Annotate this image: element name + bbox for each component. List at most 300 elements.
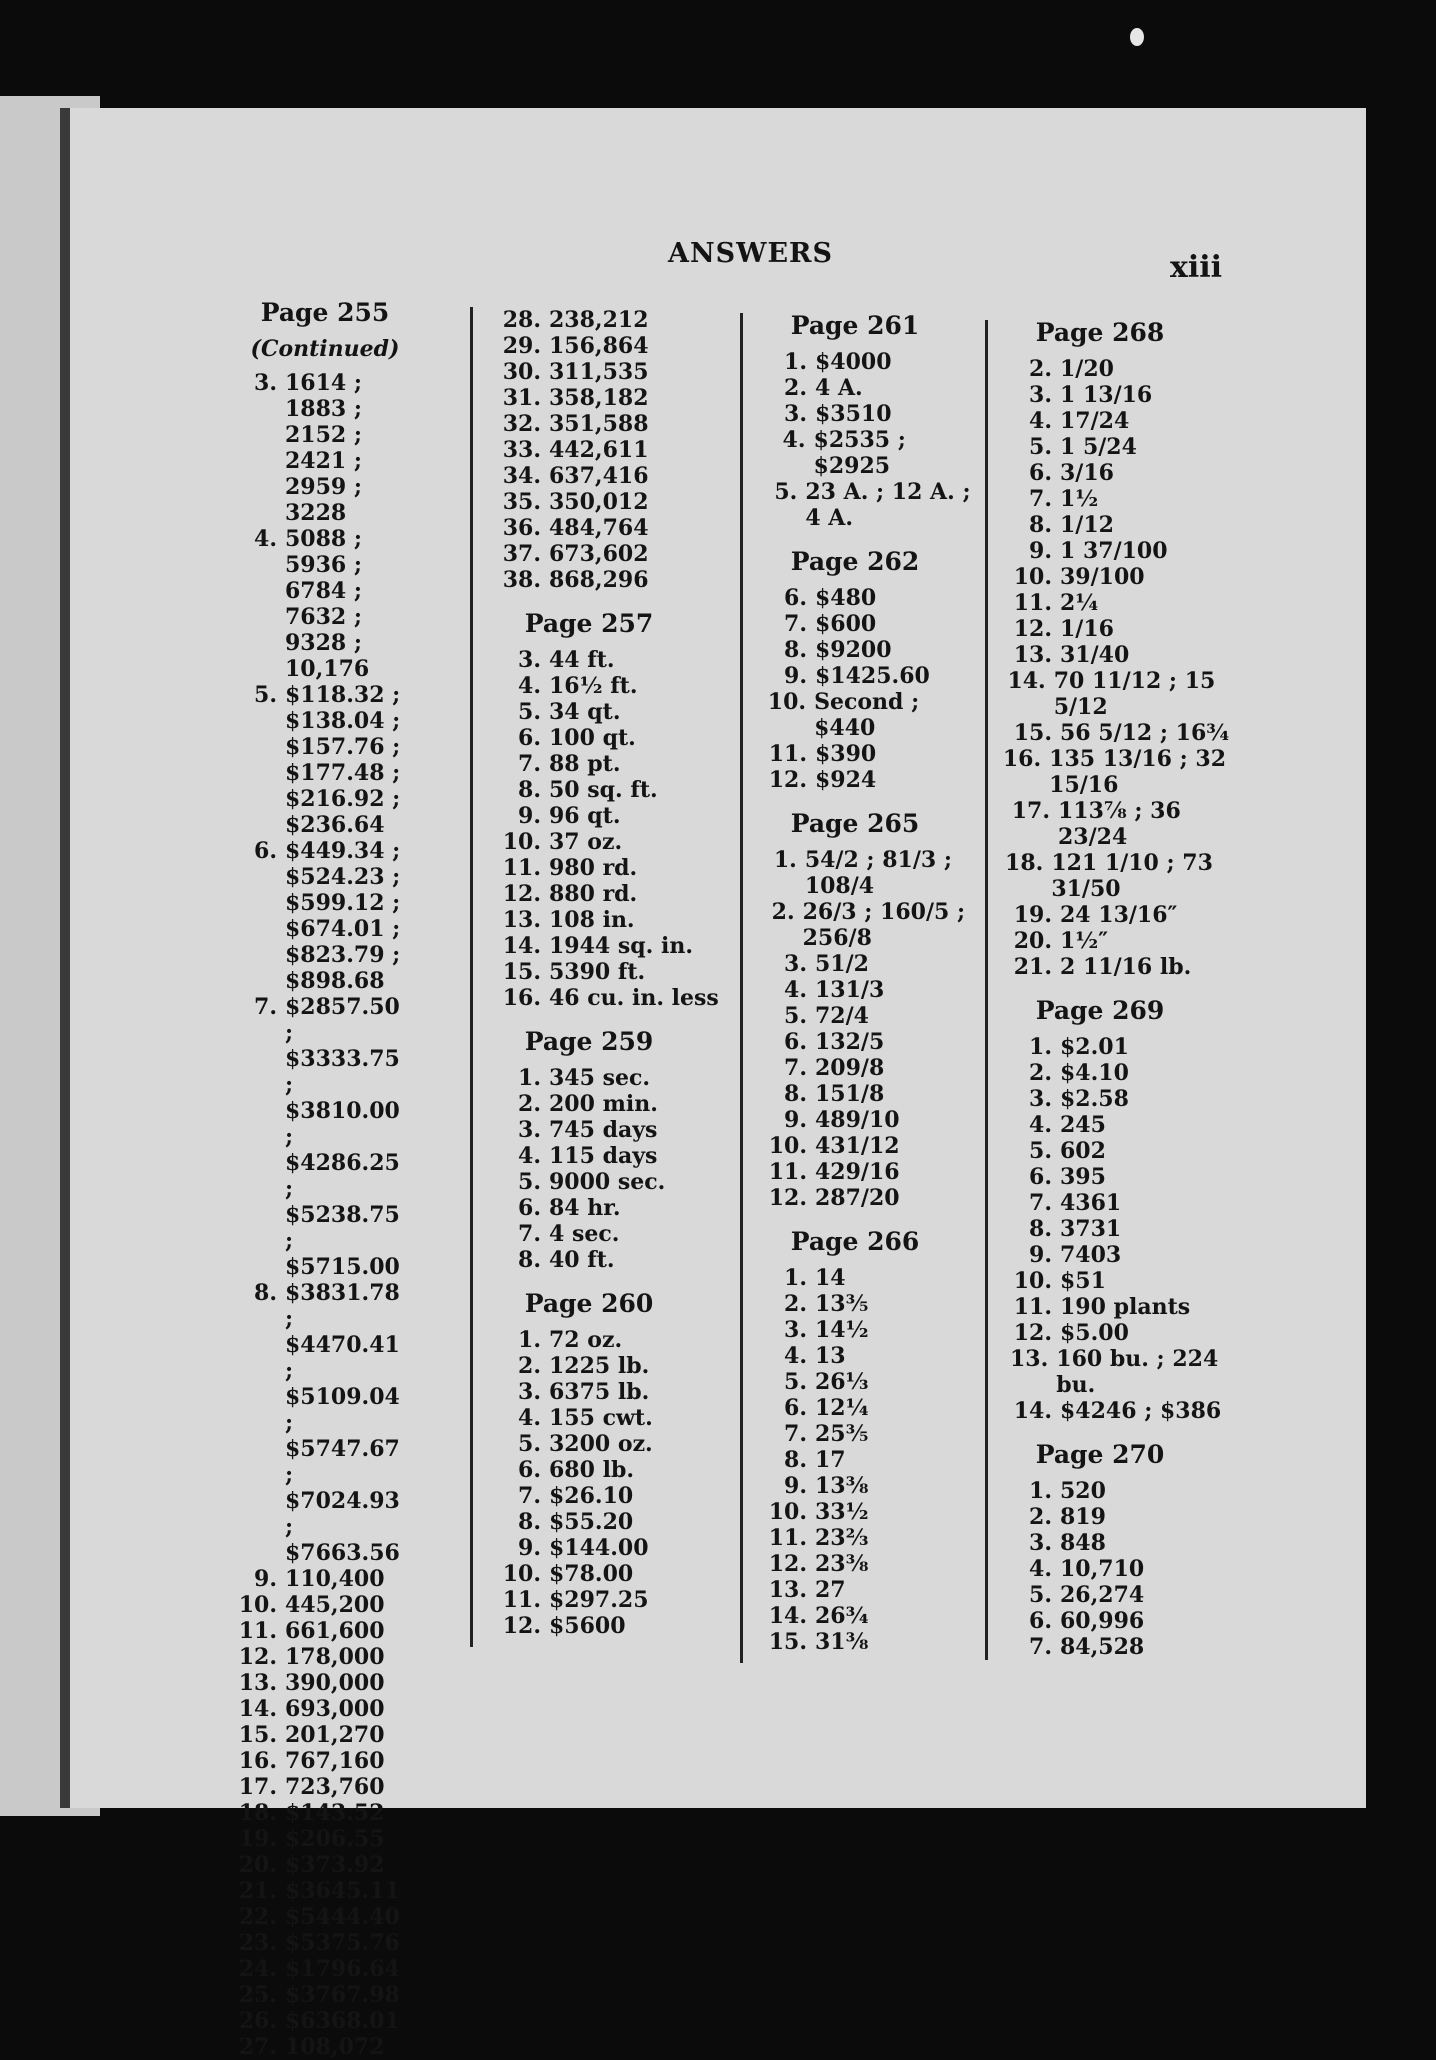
answer-value: 1 5/24 [1060,434,1137,460]
answer-item [489,1587,729,1613]
answer-item [489,1379,729,1405]
answer-item [225,370,475,526]
answer-value: $5375.76 [285,1930,400,1956]
answer-number: 2. [518,1353,541,1379]
answer-value: $2.01 [1060,1034,1129,1060]
answer-item [489,673,729,699]
answer-value: Second ; $440 [814,689,920,741]
answer-value: 17/24 [1060,408,1130,434]
section-heading: Page 265 [790,809,920,838]
answer-item [1000,720,1250,746]
answer-value: 311,535 [549,359,649,385]
answer-number: 28. [502,307,541,333]
answer-value: 56 5/12 ; 16¾ [1060,720,1230,746]
answer-item [489,307,729,333]
answer-value: $118.32 ; $138.04 ; $157.76 ; $177.48 ; $216.92 ; $236.64 [285,682,401,838]
answer-item [755,1029,985,1055]
answer-number: 9. [784,1473,807,1499]
answer-value: $390 [815,741,877,767]
answer-number: 13. [502,907,541,933]
answer-item [489,1561,729,1587]
answer-value: 7403 [1060,1242,1122,1268]
answer-item [1000,668,1250,720]
answer-item [225,994,475,1280]
answer-number: 33. [502,437,541,463]
answer-value: $480 [815,585,877,611]
answer-value: 673,602 [549,541,649,567]
answer-number: 13. [238,1670,277,1696]
answer-item [225,526,475,682]
answer-number: 5. [1029,434,1052,460]
answer-number: 5. [518,699,541,725]
answer-item [489,829,729,855]
answer-item [489,777,729,803]
answer-value: 31/40 [1060,642,1130,668]
answer-value: $4.10 [1060,1060,1129,1086]
answer-number: 27. [238,2034,277,2060]
answer-item [489,803,729,829]
answer-value: 345 sec. [549,1065,651,1091]
answer-number: 21. [1013,954,1052,980]
answer-item [755,1317,985,1343]
answer-value: 693,000 [285,1696,385,1722]
answer-number: 16. [502,985,541,1011]
answer-item [489,881,729,907]
answer-item [755,1551,985,1577]
answer-item [225,1618,475,1644]
answer-item [755,1577,985,1603]
answer-item [1000,460,1250,486]
answer-value: 12¼ [815,1395,869,1421]
answer-item [1000,1138,1250,1164]
answer-value: $4000 [815,349,892,375]
answer-value: 27 [815,1577,846,1603]
answer-number: 14. [1013,1398,1052,1424]
answer-number: 7. [1029,1634,1052,1660]
section-heading: Page 260 [524,1289,654,1318]
answer-value: 209/8 [815,1055,885,1081]
answer-number: 8. [784,1447,807,1473]
answer-value: 2¼ [1060,590,1099,616]
answer-value: 96 qt. [549,803,621,829]
answer-value: $2.58 [1060,1086,1129,1112]
answer-number: 12. [768,767,807,793]
answer-item [489,1091,729,1117]
answer-value: 3/16 [1060,460,1114,486]
answer-item [755,899,985,951]
answer-value: $78.00 [549,1561,634,1587]
answer-item [225,1852,475,1878]
answer-number: 12. [1013,616,1052,642]
answer-value: 34 qt. [549,699,621,725]
answer-item [1000,1582,1250,1608]
answer-item [1000,1504,1250,1530]
answer-value: 84,528 [1060,1634,1145,1660]
answer-value: 24 13/16″ [1060,902,1178,928]
answer-value: 395 [1060,1164,1106,1190]
answer-number: 1. [1029,1478,1052,1504]
answer-number: 2. [1029,1504,1052,1530]
answer-value: $55.20 [549,1509,634,1535]
answer-item [225,1644,475,1670]
answer-item [1000,1320,1250,1346]
answer-item [755,427,985,479]
answer-number: 5. [784,1003,807,1029]
answer-item [489,411,729,437]
answer-value: $3510 [815,401,892,427]
answer-item [755,1421,985,1447]
answer-item [755,637,985,663]
answer-number: 13. [1013,642,1052,668]
answer-number: 13. [768,1577,807,1603]
answer-number: 21. [238,1878,277,1904]
answer-value: $449.34 ; $524.23 ; $599.12 ; $674.01 ; $823.79 ; $898.68 [285,838,401,994]
answer-item [489,1405,729,1431]
answer-value: 1944 sq. in. [549,933,693,959]
answer-number: 3. [784,951,807,977]
answer-value: 4 sec. [549,1221,620,1247]
answer-number: 16. [1002,746,1042,772]
answer-value: 70 11/12 ; 15 5/12 [1053,668,1216,720]
answer-number: 7. [254,994,277,1020]
answer-value: 3200 oz. [549,1431,653,1457]
answer-value: 50 sq. ft. [549,777,658,803]
answer-value: 13 [815,1343,846,1369]
answer-number: 4. [1029,1556,1052,1582]
answer-number: 8. [518,1509,541,1535]
answer-value: 135 13/16 ; 32 15/16 [1049,746,1227,798]
answer-item [1000,1346,1250,1398]
answer-item [489,541,729,567]
answer-value: 14 [815,1265,846,1291]
answer-number: 6. [518,1457,541,1483]
answer-number: 7. [784,1055,807,1081]
answer-value: 200 min. [549,1091,658,1117]
answer-value: 31⅜ [815,1629,869,1655]
answer-number: 4. [518,673,541,699]
answer-column-3 [740,313,985,1663]
answer-number: 18. [238,1800,277,1826]
answer-number: 1. [518,1065,541,1091]
answer-item [489,515,729,541]
answer-item [225,1878,475,1904]
answer-value: $144.00 [549,1535,649,1561]
answer-number: 6. [518,1195,541,1221]
answer-item [1000,616,1250,642]
answer-value: 60,996 [1060,1608,1145,1634]
answer-item [1000,1164,1250,1190]
answer-number: 7. [518,1483,541,1509]
answer-value: 110,400 [285,1566,385,1592]
answer-number: 11. [768,741,807,767]
answer-item [225,1696,475,1722]
answer-value: $3767.98 [285,1982,400,2008]
answer-value: $3645.11 [285,1878,400,1904]
answer-value: $2535 ; $2925 [813,427,906,479]
answer-value: 156,864 [549,333,649,359]
answer-item [755,1603,985,1629]
answer-number: 8. [518,777,541,803]
answer-item [1000,1086,1250,1112]
answer-item [755,1265,985,1291]
answer-item [755,663,985,689]
answer-item [489,359,729,385]
answer-number: 3. [518,1379,541,1405]
answer-item [489,1117,729,1143]
answer-value: 1/20 [1060,356,1114,382]
answer-value: 115 days [549,1143,658,1169]
answer-item [1000,1034,1250,1060]
answer-value: 351,588 [549,411,649,437]
answer-value: $5600 [549,1613,626,1639]
answer-number: 12. [502,881,541,907]
answer-value: 44 ft. [549,647,615,673]
answer-number: 7. [784,611,807,637]
answer-item [1000,1608,1250,1634]
answer-number: 11. [238,1618,277,1644]
answer-value: 17 [815,1447,846,1473]
answer-item [489,1431,729,1457]
answer-number: 14. [502,933,541,959]
answer-item [1000,1634,1250,1660]
answer-value: 108,072 [285,2034,385,2060]
answer-value: 238,212 [549,307,649,333]
answer-number: 12. [502,1613,541,1639]
answer-number: 32. [502,411,541,437]
answer-value: 661,600 [285,1618,385,1644]
answer-value: 680 lb. [549,1457,634,1483]
answer-value: 10,710 [1060,1556,1145,1582]
answer-number: 7. [518,1221,541,1247]
answer-number: 4. [518,1405,541,1431]
answer-number: 3. [518,1117,541,1143]
answer-item [755,1107,985,1133]
answer-number: 18. [1005,850,1044,876]
answer-item [225,1930,475,1956]
answer-item [225,1826,475,1852]
answer-number: 10. [238,1592,277,1618]
answer-item [1000,954,1250,980]
answer-item [489,1509,729,1535]
answer-item [489,385,729,411]
page-title: ANSWERS [668,238,833,269]
answer-item [755,767,985,793]
answer-value: 113⅞ ; 36 23/24 [1058,798,1181,850]
answer-number: 1. [784,1265,807,1291]
dust-speck [1130,28,1144,46]
answer-value: 4361 [1060,1190,1122,1216]
answer-item [489,1457,729,1483]
answer-number: 10. [767,689,807,715]
answer-value: 602 [1060,1138,1106,1164]
answer-item [1000,382,1250,408]
answer-item [489,1143,729,1169]
answer-item [489,933,729,959]
answer-number: 4. [784,1343,807,1369]
answer-value: 160 bu. ; 224 bu. [1056,1346,1219,1398]
answer-value: 358,182 [549,385,649,411]
answer-value: 23⅔ [815,1525,869,1551]
answer-value: 155 cwt. [549,1405,653,1431]
answer-value: $9200 [815,637,892,663]
answer-value: $924 [815,767,877,793]
answer-item [225,682,475,838]
answer-value: $3831.78 ; $4470.41 ; $5109.04 ; $5747.67 ; $7024.93 ; $7663.56 [285,1280,400,1566]
answer-number: 24. [238,1956,277,1982]
answer-number: 5. [518,1431,541,1457]
answer-number: 4. [784,977,807,1003]
answer-value: 1614 ; 1883 ; 2152 ; 2421 ; 2959 ; 3228 [285,370,363,526]
answer-item [1000,1112,1250,1138]
answer-number: 10. [502,1561,541,1587]
answer-item [755,375,985,401]
answer-value: 6375 lb. [549,1379,650,1405]
answer-value: 2 11/16 lb. [1060,954,1192,980]
answer-value: 26/3 ; 160/5 ; 256/8 [802,899,966,951]
answer-value: 72/4 [815,1003,869,1029]
answer-value: 51/2 [815,951,869,977]
answer-column-1 [225,300,475,2060]
answer-number: 15. [502,959,541,985]
answer-number: 36. [502,515,541,541]
answer-value: 9000 sec. [549,1169,666,1195]
answer-item [755,1447,985,1473]
answer-value: 390,000 [285,1670,385,1696]
answer-item [1000,1242,1250,1268]
answer-number: 26. [238,2008,277,2034]
answer-number: 14. [768,1603,807,1629]
answer-value: 489/10 [815,1107,900,1133]
answer-number: 6. [1029,1608,1052,1634]
answer-value: 26¾ [815,1603,869,1629]
answer-value: 13⅜ [815,1473,869,1499]
answer-item [755,951,985,977]
answer-value: 132/5 [815,1029,885,1055]
section-heading: Page 269 [1035,996,1165,1025]
answer-value: 980 rd. [549,855,638,881]
answer-number: 1. [784,349,807,375]
answer-number: 7. [784,1421,807,1447]
answer-value: $4246 ; $386 [1060,1398,1222,1424]
answer-item [755,1081,985,1107]
answer-item [225,1670,475,1696]
answer-value: $26.10 [549,1483,634,1509]
answer-value: 190 plants [1060,1294,1191,1320]
answer-item [225,1982,475,2008]
answer-item [755,1629,985,1655]
answer-item [1000,850,1250,902]
answer-number: 4. [1029,1112,1052,1138]
answer-number: 8. [1029,512,1052,538]
answer-value: 723,760 [285,1774,385,1800]
answer-value: 201,270 [285,1722,385,1748]
answer-number: 5. [1029,1138,1052,1164]
answer-value: 13⅗ [815,1291,869,1317]
answer-value: 37 oz. [549,829,623,855]
answer-number: 5. [1029,1582,1052,1608]
answer-number: 3. [254,370,277,396]
section-heading: Page 259 [524,1027,654,1056]
answer-item [1000,486,1250,512]
answer-column-2 [470,307,729,1647]
answer-value: 54/2 ; 81/3 ; 108/4 [804,847,952,899]
answer-value: 121 1/10 ; 73 31/50 [1051,850,1213,902]
answer-value: 848 [1060,1530,1106,1556]
answer-item [1000,538,1250,564]
answer-number: 10. [1013,564,1052,590]
answer-number: 15. [238,1722,277,1748]
answer-item [489,333,729,359]
answer-value: 868,296 [549,567,649,593]
answer-number: 35. [502,489,541,515]
answer-item [225,1774,475,1800]
answer-number: 23. [238,1930,277,1956]
answer-number: 3. [518,647,541,673]
answer-item [225,1722,475,1748]
answer-number: 16. [238,1748,277,1774]
answer-number: 3. [1029,1086,1052,1112]
answer-number: 9. [254,1566,277,1592]
answer-item [1000,1398,1250,1424]
answer-number: 17. [238,1774,277,1800]
answer-item [489,1353,729,1379]
answer-number: 6. [254,838,277,864]
answer-value: 1225 lb. [549,1353,650,1379]
answer-number: 3. [1029,1530,1052,1556]
answer-item [225,1800,475,1826]
answer-item [1000,512,1250,538]
section-subheading: (Continued) [250,336,400,362]
answer-value: 39/100 [1060,564,1145,590]
answer-value: 431/12 [815,1133,900,1159]
answer-value: $373.92 [285,1852,385,1878]
answer-item [755,1395,985,1421]
answer-number: 2. [771,899,795,925]
section-heading: Page 266 [790,1227,920,1256]
answer-item [489,1327,729,1353]
answer-value: 442,611 [549,437,649,463]
answer-item [755,401,985,427]
answer-number: 1. [518,1327,541,1353]
answer-number: 11. [1013,1294,1052,1320]
answer-number: 11. [768,1525,807,1551]
answer-number: 14. [1007,668,1046,694]
answer-number: 5. [254,682,277,708]
answer-item [489,463,729,489]
answer-value: $6368.01 [285,2008,400,2034]
answer-value: 637,416 [549,463,649,489]
answer-value: 40 ft. [549,1247,615,1273]
answer-item [1000,1530,1250,1556]
answer-item [1000,564,1250,590]
answer-item [1000,642,1250,668]
answer-value: 26⅓ [815,1369,869,1395]
answer-item [1000,746,1250,798]
answer-number: 6. [784,1029,807,1055]
answer-item [1000,434,1250,460]
answer-value: 287/20 [815,1185,900,1211]
answer-item [755,585,985,611]
answer-item [1000,1060,1250,1086]
answer-number: 6. [784,1395,807,1421]
answer-value: 151/8 [815,1081,885,1107]
answer-item [1000,1216,1250,1242]
answer-number: 9. [518,803,541,829]
answer-value: 767,160 [285,1748,385,1774]
answer-item [755,1473,985,1499]
answer-item [1000,902,1250,928]
answer-value: 1½ [1060,486,1099,512]
